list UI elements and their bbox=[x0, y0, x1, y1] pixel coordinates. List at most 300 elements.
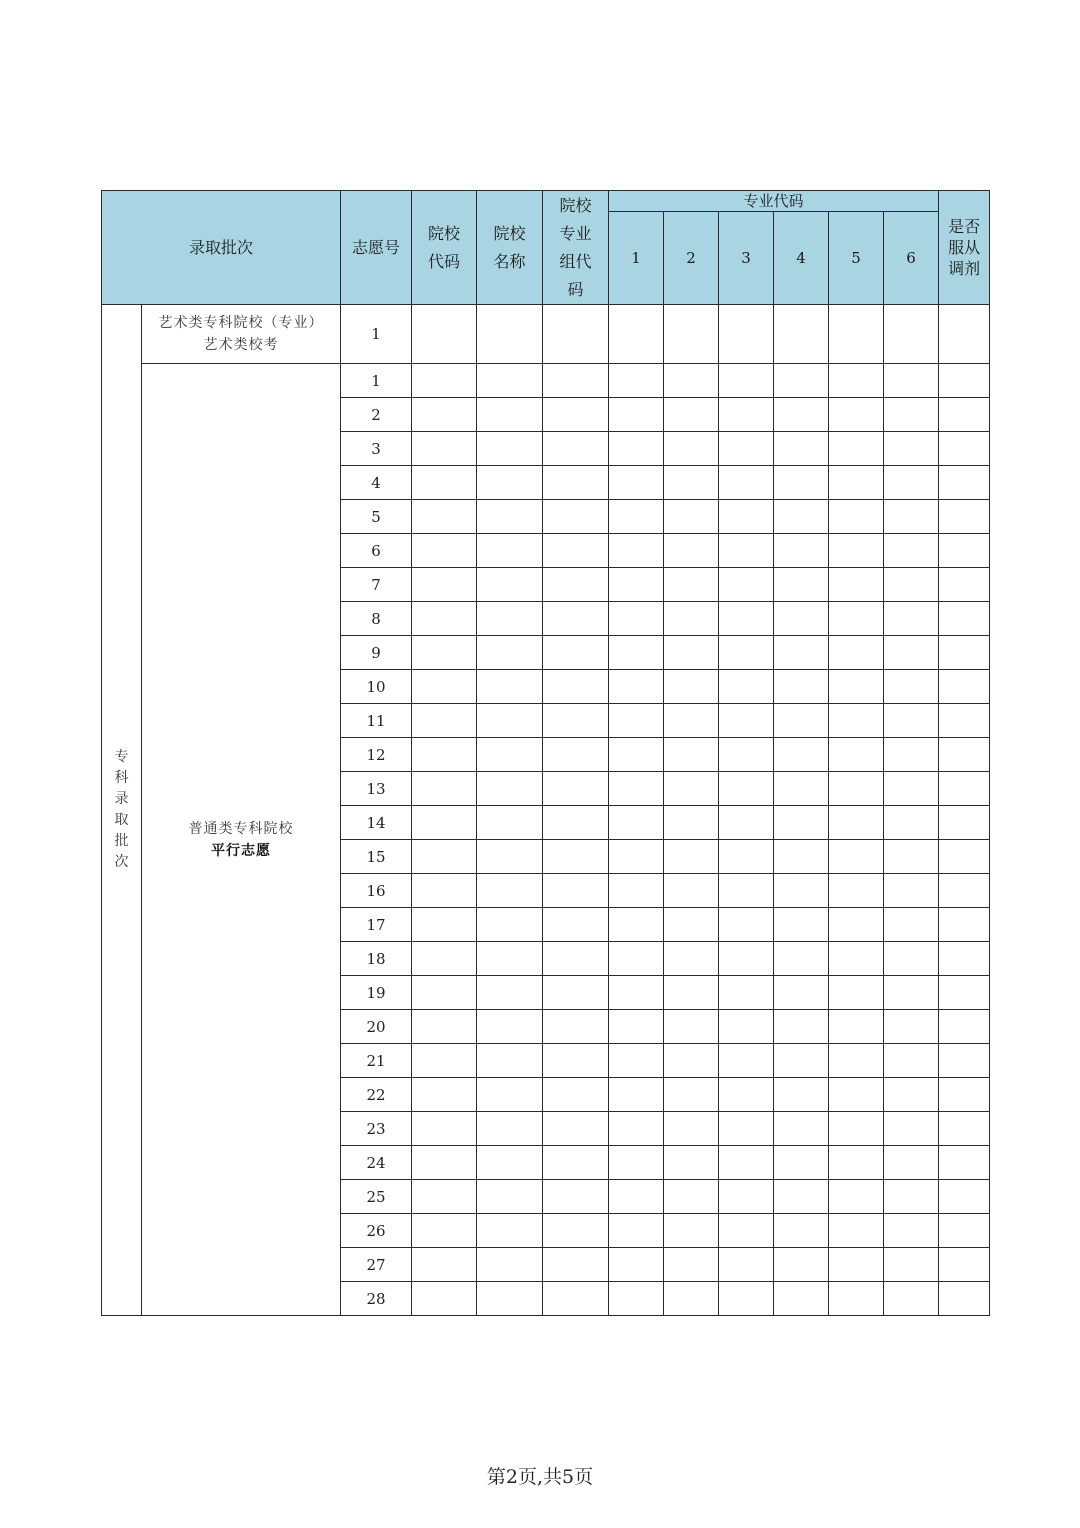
input-cell[interactable] bbox=[412, 738, 477, 772]
input-cell[interactable] bbox=[884, 1146, 939, 1180]
input-cell[interactable] bbox=[939, 1112, 990, 1146]
input-cell[interactable] bbox=[477, 772, 543, 806]
input-cell[interactable] bbox=[884, 840, 939, 874]
input-cell[interactable] bbox=[719, 466, 774, 500]
input-cell[interactable] bbox=[664, 500, 719, 534]
input-cell[interactable] bbox=[774, 1044, 829, 1078]
input-cell[interactable] bbox=[477, 1010, 543, 1044]
input-cell[interactable] bbox=[543, 1146, 609, 1180]
input-cell[interactable] bbox=[774, 942, 829, 976]
input-cell[interactable] bbox=[412, 1112, 477, 1146]
input-cell[interactable] bbox=[609, 1282, 664, 1316]
input-cell[interactable] bbox=[664, 1112, 719, 1146]
input-cell[interactable] bbox=[884, 1112, 939, 1146]
input-cell[interactable] bbox=[719, 806, 774, 840]
input-cell[interactable] bbox=[884, 1180, 939, 1214]
input-cell[interactable] bbox=[543, 1010, 609, 1044]
input-cell[interactable] bbox=[664, 1146, 719, 1180]
input-cell[interactable] bbox=[829, 704, 884, 738]
input-cell[interactable] bbox=[884, 305, 939, 364]
input-cell[interactable] bbox=[774, 704, 829, 738]
input-cell[interactable] bbox=[609, 840, 664, 874]
input-cell[interactable] bbox=[543, 1214, 609, 1248]
input-cell[interactable] bbox=[477, 466, 543, 500]
input-cell[interactable] bbox=[774, 305, 829, 364]
input-cell[interactable] bbox=[609, 568, 664, 602]
input-cell[interactable] bbox=[664, 1214, 719, 1248]
input-cell[interactable] bbox=[609, 398, 664, 432]
input-cell[interactable] bbox=[477, 364, 543, 398]
input-cell[interactable] bbox=[477, 432, 543, 466]
input-cell[interactable] bbox=[412, 466, 477, 500]
input-cell[interactable] bbox=[412, 1146, 477, 1180]
wish-number: 24 bbox=[341, 1146, 412, 1180]
input-cell[interactable] bbox=[609, 976, 664, 1010]
input-cell[interactable] bbox=[543, 466, 609, 500]
input-cell[interactable] bbox=[412, 398, 477, 432]
input-cell[interactable] bbox=[774, 670, 829, 704]
input-cell[interactable] bbox=[829, 1214, 884, 1248]
input-cell[interactable] bbox=[939, 670, 990, 704]
input-cell[interactable] bbox=[412, 840, 477, 874]
input-cell[interactable] bbox=[774, 874, 829, 908]
input-cell[interactable] bbox=[939, 364, 990, 398]
wish-number: 2 bbox=[341, 398, 412, 432]
input-cell[interactable] bbox=[719, 840, 774, 874]
input-cell[interactable] bbox=[884, 1078, 939, 1112]
input-cell[interactable] bbox=[664, 840, 719, 874]
input-cell[interactable] bbox=[884, 432, 939, 466]
input-cell[interactable] bbox=[477, 704, 543, 738]
input-cell[interactable] bbox=[719, 500, 774, 534]
input-cell[interactable] bbox=[412, 1078, 477, 1112]
input-cell[interactable] bbox=[609, 1214, 664, 1248]
input-cell[interactable] bbox=[719, 1248, 774, 1282]
input-cell[interactable] bbox=[829, 568, 884, 602]
input-cell[interactable] bbox=[412, 976, 477, 1010]
input-cell[interactable] bbox=[884, 976, 939, 1010]
input-cell[interactable] bbox=[477, 840, 543, 874]
input-cell[interactable] bbox=[719, 976, 774, 1010]
input-cell[interactable] bbox=[609, 1180, 664, 1214]
wish-number: 27 bbox=[341, 1248, 412, 1282]
input-cell[interactable] bbox=[412, 1282, 477, 1316]
input-cell[interactable] bbox=[609, 602, 664, 636]
input-cell[interactable] bbox=[939, 534, 990, 568]
wish-number: 5 bbox=[341, 500, 412, 534]
input-cell[interactable] bbox=[774, 1112, 829, 1146]
input-cell[interactable] bbox=[609, 738, 664, 772]
input-cell[interactable] bbox=[829, 806, 884, 840]
input-cell[interactable] bbox=[939, 704, 990, 738]
input-cell[interactable] bbox=[664, 874, 719, 908]
input-cell[interactable] bbox=[609, 908, 664, 942]
input-cell[interactable] bbox=[829, 534, 884, 568]
input-cell[interactable] bbox=[609, 942, 664, 976]
input-cell[interactable] bbox=[477, 636, 543, 670]
input-cell[interactable] bbox=[543, 1248, 609, 1282]
input-cell[interactable] bbox=[719, 636, 774, 670]
input-cell[interactable] bbox=[829, 840, 884, 874]
input-cell[interactable] bbox=[884, 874, 939, 908]
input-cell[interactable] bbox=[664, 1180, 719, 1214]
input-cell[interactable] bbox=[884, 806, 939, 840]
input-cell[interactable] bbox=[543, 670, 609, 704]
input-cell[interactable] bbox=[477, 602, 543, 636]
input-cell[interactable] bbox=[412, 1010, 477, 1044]
input-cell[interactable] bbox=[412, 364, 477, 398]
input-cell[interactable] bbox=[719, 942, 774, 976]
input-cell[interactable] bbox=[477, 534, 543, 568]
input-cell[interactable] bbox=[719, 398, 774, 432]
input-cell[interactable] bbox=[884, 1044, 939, 1078]
input-cell[interactable] bbox=[774, 398, 829, 432]
input-cell[interactable] bbox=[412, 500, 477, 534]
input-cell[interactable] bbox=[939, 1248, 990, 1282]
input-cell[interactable] bbox=[774, 1214, 829, 1248]
input-cell[interactable] bbox=[609, 1112, 664, 1146]
input-cell[interactable] bbox=[543, 568, 609, 602]
input-cell[interactable] bbox=[884, 364, 939, 398]
input-cell[interactable] bbox=[719, 1146, 774, 1180]
input-cell[interactable] bbox=[774, 908, 829, 942]
input-cell[interactable] bbox=[939, 432, 990, 466]
input-cell[interactable] bbox=[719, 704, 774, 738]
input-cell[interactable] bbox=[884, 772, 939, 806]
input-cell[interactable] bbox=[884, 568, 939, 602]
input-cell[interactable] bbox=[774, 432, 829, 466]
input-cell[interactable] bbox=[609, 806, 664, 840]
input-cell[interactable] bbox=[609, 305, 664, 364]
input-cell[interactable] bbox=[477, 500, 543, 534]
input-cell[interactable] bbox=[543, 976, 609, 1010]
input-cell[interactable] bbox=[477, 1112, 543, 1146]
input-cell[interactable] bbox=[412, 772, 477, 806]
input-cell[interactable] bbox=[829, 500, 884, 534]
input-cell[interactable] bbox=[609, 636, 664, 670]
input-cell[interactable] bbox=[543, 704, 609, 738]
input-cell[interactable] bbox=[774, 466, 829, 500]
input-cell[interactable] bbox=[477, 1214, 543, 1248]
input-cell[interactable] bbox=[829, 738, 884, 772]
wish-number: 15 bbox=[341, 840, 412, 874]
input-cell[interactable] bbox=[829, 305, 884, 364]
input-cell[interactable] bbox=[477, 670, 543, 704]
input-cell[interactable] bbox=[774, 772, 829, 806]
input-cell[interactable] bbox=[477, 1248, 543, 1282]
input-cell[interactable] bbox=[719, 670, 774, 704]
input-cell[interactable] bbox=[829, 772, 884, 806]
input-cell[interactable] bbox=[774, 1078, 829, 1112]
input-cell[interactable] bbox=[719, 534, 774, 568]
input-cell[interactable] bbox=[774, 534, 829, 568]
header-line: 名称 bbox=[493, 251, 526, 271]
input-cell[interactable] bbox=[664, 908, 719, 942]
input-cell[interactable] bbox=[829, 432, 884, 466]
input-cell[interactable] bbox=[884, 534, 939, 568]
input-cell[interactable] bbox=[829, 602, 884, 636]
input-cell[interactable] bbox=[829, 1282, 884, 1316]
input-cell[interactable] bbox=[939, 568, 990, 602]
input-cell[interactable] bbox=[543, 398, 609, 432]
input-cell[interactable] bbox=[412, 1180, 477, 1214]
input-cell[interactable] bbox=[543, 1282, 609, 1316]
header-major-slot: 1 bbox=[609, 212, 664, 305]
input-cell[interactable] bbox=[829, 976, 884, 1010]
input-cell[interactable] bbox=[829, 908, 884, 942]
input-cell[interactable] bbox=[664, 806, 719, 840]
input-cell[interactable] bbox=[609, 874, 664, 908]
input-cell[interactable] bbox=[664, 398, 719, 432]
input-cell[interactable] bbox=[477, 568, 543, 602]
input-cell[interactable] bbox=[412, 602, 477, 636]
input-cell[interactable] bbox=[939, 738, 990, 772]
input-cell[interactable] bbox=[884, 908, 939, 942]
input-cell[interactable] bbox=[664, 738, 719, 772]
input-cell[interactable] bbox=[719, 1282, 774, 1316]
input-cell[interactable] bbox=[774, 1282, 829, 1316]
input-cell[interactable] bbox=[829, 1010, 884, 1044]
wish-number: 10 bbox=[341, 670, 412, 704]
input-cell[interactable] bbox=[477, 1180, 543, 1214]
input-cell[interactable] bbox=[609, 772, 664, 806]
input-cell[interactable] bbox=[884, 602, 939, 636]
input-cell[interactable] bbox=[884, 942, 939, 976]
input-cell[interactable] bbox=[609, 1078, 664, 1112]
input-cell[interactable] bbox=[477, 806, 543, 840]
input-cell[interactable] bbox=[477, 908, 543, 942]
input-cell[interactable] bbox=[543, 364, 609, 398]
input-cell[interactable] bbox=[719, 1078, 774, 1112]
input-cell[interactable] bbox=[543, 602, 609, 636]
input-cell[interactable] bbox=[543, 636, 609, 670]
input-cell[interactable] bbox=[543, 738, 609, 772]
input-cell[interactable] bbox=[477, 1282, 543, 1316]
input-cell[interactable] bbox=[939, 500, 990, 534]
input-cell[interactable] bbox=[412, 636, 477, 670]
input-cell[interactable] bbox=[412, 1248, 477, 1282]
input-cell[interactable] bbox=[664, 305, 719, 364]
input-cell[interactable] bbox=[412, 670, 477, 704]
input-cell[interactable] bbox=[719, 1180, 774, 1214]
input-cell[interactable] bbox=[609, 1248, 664, 1282]
input-cell[interactable] bbox=[412, 806, 477, 840]
input-cell[interactable] bbox=[719, 602, 774, 636]
input-cell[interactable] bbox=[829, 398, 884, 432]
input-cell[interactable] bbox=[412, 942, 477, 976]
input-cell[interactable] bbox=[774, 976, 829, 1010]
input-cell[interactable] bbox=[609, 670, 664, 704]
input-cell[interactable] bbox=[664, 1044, 719, 1078]
input-cell[interactable] bbox=[939, 636, 990, 670]
input-cell[interactable] bbox=[477, 738, 543, 772]
input-cell[interactable] bbox=[412, 874, 477, 908]
input-cell[interactable] bbox=[412, 1044, 477, 1078]
input-cell[interactable] bbox=[774, 636, 829, 670]
input-cell[interactable] bbox=[829, 364, 884, 398]
input-cell[interactable] bbox=[829, 636, 884, 670]
input-cell[interactable] bbox=[664, 1248, 719, 1282]
input-cell[interactable] bbox=[939, 772, 990, 806]
input-cell[interactable] bbox=[664, 704, 719, 738]
input-cell[interactable] bbox=[543, 1044, 609, 1078]
input-cell[interactable] bbox=[412, 908, 477, 942]
input-cell[interactable] bbox=[543, 1112, 609, 1146]
input-cell[interactable] bbox=[884, 398, 939, 432]
input-cell[interactable] bbox=[939, 398, 990, 432]
input-cell[interactable] bbox=[939, 1214, 990, 1248]
input-cell[interactable] bbox=[664, 1010, 719, 1044]
input-cell[interactable] bbox=[412, 534, 477, 568]
input-cell[interactable] bbox=[719, 568, 774, 602]
input-cell[interactable] bbox=[774, 840, 829, 874]
input-cell[interactable] bbox=[543, 432, 609, 466]
input-cell[interactable] bbox=[719, 908, 774, 942]
input-cell[interactable] bbox=[939, 1282, 990, 1316]
input-cell[interactable] bbox=[939, 1180, 990, 1214]
input-cell[interactable] bbox=[939, 976, 990, 1010]
input-cell[interactable] bbox=[543, 874, 609, 908]
input-cell[interactable] bbox=[774, 568, 829, 602]
input-cell[interactable] bbox=[884, 1214, 939, 1248]
input-cell[interactable] bbox=[829, 1078, 884, 1112]
input-cell[interactable] bbox=[939, 942, 990, 976]
input-cell[interactable] bbox=[609, 534, 664, 568]
input-cell[interactable] bbox=[543, 500, 609, 534]
input-cell[interactable] bbox=[829, 1146, 884, 1180]
input-cell[interactable] bbox=[543, 305, 609, 364]
input-cell[interactable] bbox=[664, 1282, 719, 1316]
input-cell[interactable] bbox=[939, 1078, 990, 1112]
input-cell[interactable] bbox=[939, 466, 990, 500]
input-cell[interactable] bbox=[477, 398, 543, 432]
input-cell[interactable] bbox=[939, 1146, 990, 1180]
input-cell[interactable] bbox=[719, 1112, 774, 1146]
input-cell[interactable] bbox=[939, 806, 990, 840]
input-cell[interactable] bbox=[664, 466, 719, 500]
input-cell[interactable] bbox=[939, 602, 990, 636]
input-cell[interactable] bbox=[719, 738, 774, 772]
input-cell[interactable] bbox=[412, 432, 477, 466]
input-cell[interactable] bbox=[719, 1010, 774, 1044]
input-cell[interactable] bbox=[609, 432, 664, 466]
input-cell[interactable] bbox=[829, 874, 884, 908]
input-cell[interactable] bbox=[939, 874, 990, 908]
input-cell[interactable] bbox=[774, 1010, 829, 1044]
input-cell[interactable] bbox=[939, 1044, 990, 1078]
input-cell[interactable] bbox=[829, 670, 884, 704]
input-cell[interactable] bbox=[609, 364, 664, 398]
input-cell[interactable] bbox=[884, 1248, 939, 1282]
input-cell[interactable] bbox=[609, 500, 664, 534]
input-cell[interactable] bbox=[884, 466, 939, 500]
input-cell[interactable] bbox=[609, 466, 664, 500]
input-cell[interactable] bbox=[412, 568, 477, 602]
input-cell[interactable] bbox=[664, 772, 719, 806]
input-cell[interactable] bbox=[543, 840, 609, 874]
input-cell[interactable] bbox=[719, 772, 774, 806]
input-cell[interactable] bbox=[609, 1010, 664, 1044]
input-cell[interactable] bbox=[664, 568, 719, 602]
input-cell[interactable] bbox=[884, 636, 939, 670]
input-cell[interactable] bbox=[774, 364, 829, 398]
input-cell[interactable] bbox=[829, 1180, 884, 1214]
input-cell[interactable] bbox=[719, 364, 774, 398]
input-cell[interactable] bbox=[829, 466, 884, 500]
input-cell[interactable] bbox=[543, 534, 609, 568]
input-cell[interactable] bbox=[477, 1044, 543, 1078]
input-cell[interactable] bbox=[884, 1010, 939, 1044]
input-cell[interactable] bbox=[664, 976, 719, 1010]
input-cell[interactable] bbox=[939, 840, 990, 874]
input-cell[interactable] bbox=[543, 1180, 609, 1214]
wish-number: 1 bbox=[341, 364, 412, 398]
input-cell[interactable] bbox=[543, 908, 609, 942]
art-section-label bbox=[142, 305, 341, 364]
input-cell[interactable] bbox=[829, 942, 884, 976]
input-cell[interactable] bbox=[719, 1214, 774, 1248]
input-cell[interactable] bbox=[477, 1146, 543, 1180]
input-cell[interactable] bbox=[939, 1010, 990, 1044]
input-cell[interactable] bbox=[609, 1146, 664, 1180]
input-cell[interactable] bbox=[939, 908, 990, 942]
input-cell[interactable] bbox=[829, 1044, 884, 1078]
input-cell[interactable] bbox=[774, 1248, 829, 1282]
input-cell[interactable] bbox=[829, 1112, 884, 1146]
input-cell[interactable] bbox=[477, 1078, 543, 1112]
input-cell[interactable] bbox=[543, 806, 609, 840]
input-cell[interactable] bbox=[543, 772, 609, 806]
input-cell[interactable] bbox=[719, 305, 774, 364]
input-cell[interactable] bbox=[664, 602, 719, 636]
input-cell[interactable] bbox=[829, 1248, 884, 1282]
input-cell[interactable] bbox=[774, 500, 829, 534]
input-cell[interactable] bbox=[412, 1214, 477, 1248]
input-cell[interactable] bbox=[477, 874, 543, 908]
input-cell[interactable] bbox=[609, 1044, 664, 1078]
input-cell[interactable] bbox=[719, 432, 774, 466]
input-cell[interactable] bbox=[774, 602, 829, 636]
input-cell[interactable] bbox=[477, 976, 543, 1010]
input-cell[interactable] bbox=[719, 1044, 774, 1078]
input-cell[interactable] bbox=[774, 1180, 829, 1214]
input-cell[interactable] bbox=[412, 305, 477, 364]
input-cell[interactable] bbox=[884, 704, 939, 738]
input-cell[interactable] bbox=[664, 636, 719, 670]
input-cell[interactable] bbox=[884, 738, 939, 772]
input-cell[interactable] bbox=[664, 670, 719, 704]
input-cell[interactable] bbox=[664, 534, 719, 568]
input-cell[interactable] bbox=[543, 942, 609, 976]
input-cell[interactable] bbox=[664, 432, 719, 466]
input-cell[interactable] bbox=[412, 704, 477, 738]
input-cell[interactable] bbox=[664, 942, 719, 976]
input-cell[interactable] bbox=[664, 364, 719, 398]
input-cell[interactable] bbox=[543, 1078, 609, 1112]
input-cell[interactable] bbox=[774, 806, 829, 840]
input-cell[interactable] bbox=[939, 305, 990, 364]
input-cell[interactable] bbox=[477, 942, 543, 976]
input-cell[interactable] bbox=[477, 305, 543, 364]
input-cell[interactable] bbox=[884, 500, 939, 534]
input-cell[interactable] bbox=[774, 738, 829, 772]
input-cell[interactable] bbox=[884, 1282, 939, 1316]
input-cell[interactable] bbox=[609, 704, 664, 738]
input-cell[interactable] bbox=[719, 874, 774, 908]
input-cell[interactable] bbox=[664, 1078, 719, 1112]
input-cell[interactable] bbox=[884, 670, 939, 704]
input-cell[interactable] bbox=[774, 1146, 829, 1180]
